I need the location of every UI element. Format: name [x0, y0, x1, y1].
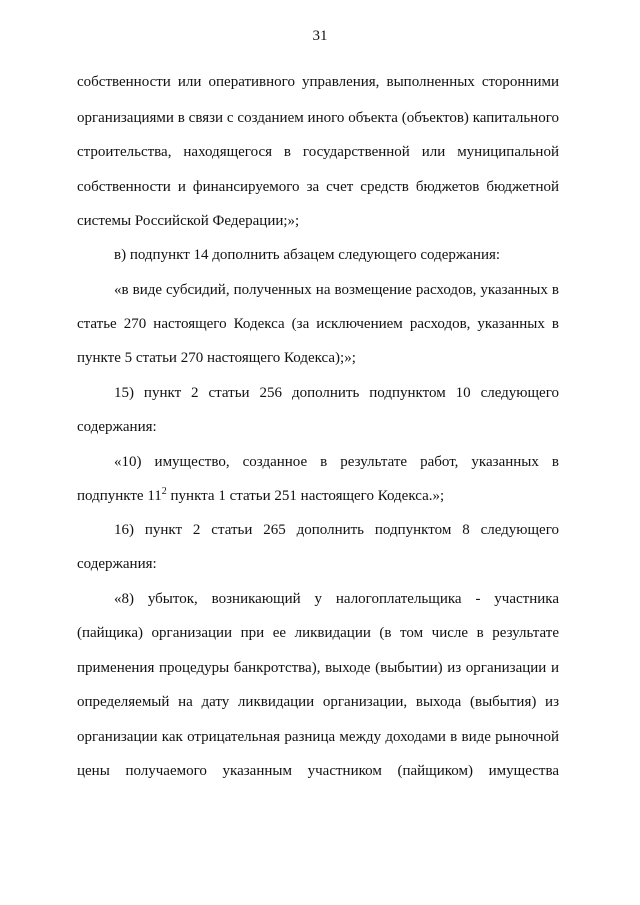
text-line: 15) пункт 2 статьи 256 дополнить подпунктом 10 следующего — [114, 385, 559, 401]
text-line: 16) пункт 2 статьи 265 дополнить подпунктом 8 следующего — [114, 522, 559, 538]
text-line: собственности и финансируемого за счет средств бюджетов бюджетной — [77, 179, 559, 195]
text-line: «в виде субсидий, полученных на возмещение расходов, указанных в — [114, 282, 559, 298]
text-line: организации как отрицательная разница между доходами в виде рыночной — [77, 729, 559, 745]
text-fragment: подпункте 11 — [77, 488, 162, 504]
page-number: 31 — [312, 28, 328, 44]
text-line: цены получаемого указанным участником (пайщиком) имущества — [77, 763, 559, 779]
text-line: «8) убыток, возникающий у налогоплательщика - участника — [114, 591, 559, 607]
text-line: строительства, находящегося в государственной или муниципальной — [77, 144, 559, 160]
text-line: статье 270 настоящего Кодекса (за исключением расходов, указанных в — [77, 316, 559, 332]
text-line — [77, 487, 559, 505]
text-line: «10) имущество, созданное в результате работ, указанных в — [114, 454, 559, 470]
text-line: в) подпункт 14 дополнить абзацем следующего содержания: — [114, 247, 501, 263]
text-line: пункте 5 статьи 270 настоящего Кодекса);»; — [77, 350, 356, 366]
text-line: содержания: — [77, 556, 157, 572]
text-line: применения процедуры банкротства), выходе (выбытии) из организации и — [77, 660, 559, 676]
text-line: системы Российской Федерации;»; — [77, 213, 300, 229]
text-line: определяемый на дату ликвидации организации, выхода (выбытия) из — [77, 694, 559, 710]
superscript: 2 — [161, 486, 167, 497]
text-line: содержания: — [77, 419, 157, 435]
text-line: (пайщика) организации при ее ликвидации (в том числе в результате — [77, 625, 559, 641]
text-line: собственности или оперативного управления, выполненных сторонними — [77, 74, 559, 90]
text-line: организациями в связи с созданием иного объекта (объектов) капитального — [77, 110, 559, 126]
text-fragment: пункта 1 статьи 251 настоящего Кодекса.»; — [166, 488, 445, 504]
